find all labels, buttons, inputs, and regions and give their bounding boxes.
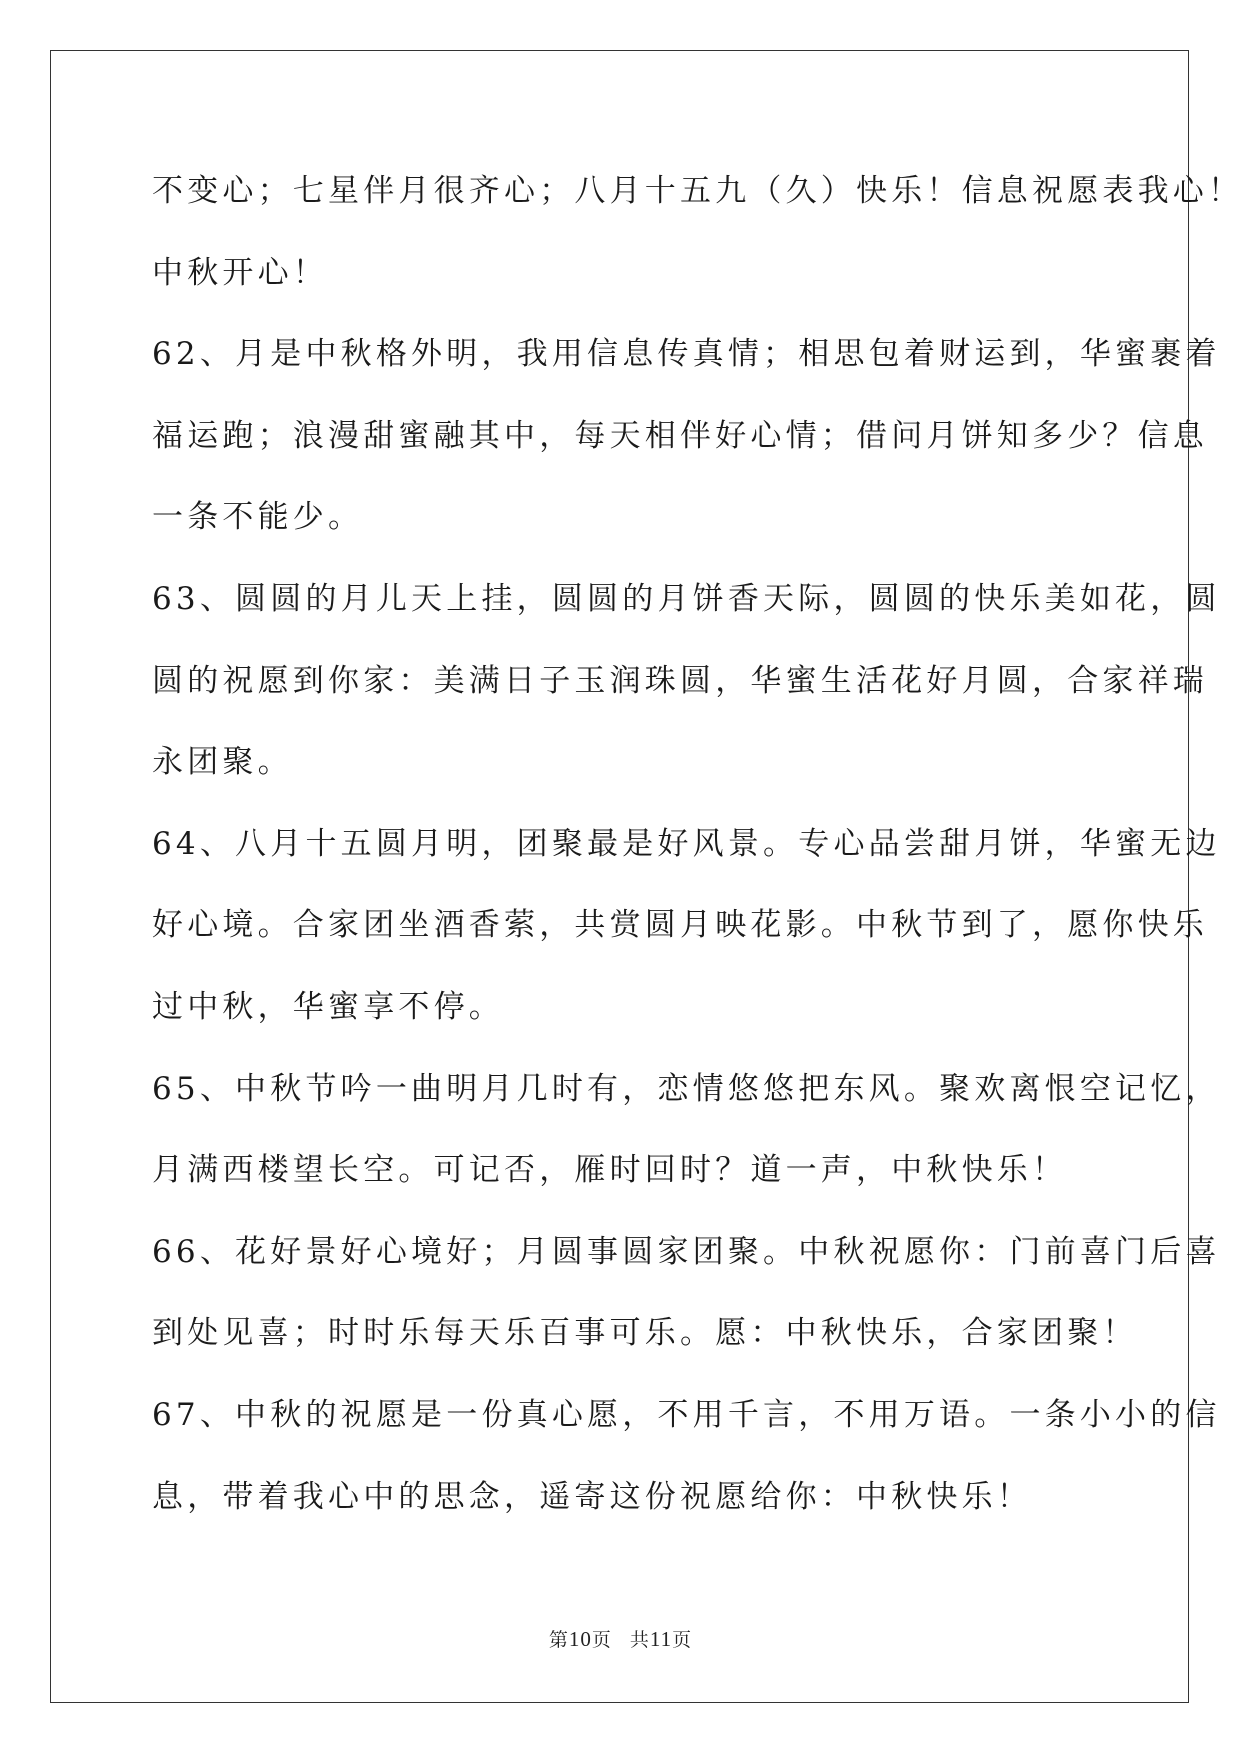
text-line: 圆的祝愿到你家：美满日子玉润珠圆，华蜜生活花好月圆，合家祥瑞 <box>152 662 1208 699</box>
text-line: 月满西楼望长空。可记否，雁时回时？道一声，中秋快乐！ <box>152 1152 1068 1189</box>
page-footer <box>0 1627 1241 1652</box>
text-line: 中秋开心！ <box>152 254 328 291</box>
total-suffix: 页 <box>672 1629 693 1651</box>
text-line: 福运跑；浪漫甜蜜融其中，每天相伴好心情；借问月饼知多少？信息 <box>152 417 1208 454</box>
text-line: 好心境。合家团坐酒香萦，共赏圆月映花影。中秋节到了，愿你快乐 <box>152 907 1208 944</box>
text-line: 过中秋，华蜜享不停。 <box>152 988 504 1025</box>
text-line: 到处见喜；时时乐每天乐百事可乐。愿：中秋快乐，合家团聚！ <box>152 1315 1138 1352</box>
text-line: 63、圆圆的月儿天上挂，圆圆的月饼香天际，圆圆的快乐美如花，圆 <box>152 580 1221 617</box>
text-line: 一条不能少。 <box>152 499 364 536</box>
total-prefix: 共 <box>629 1629 650 1651</box>
page-number: 10 <box>568 1627 592 1651</box>
text-line: 息，带着我心中的思念，遥寄这份祝愿给你：中秋快乐！ <box>152 1478 1032 1515</box>
text-line: 66、花好景好心境好；月圆事圆家团聚。中秋祝愿你：门前喜门后喜 <box>152 1233 1221 1270</box>
page-prefix: 第 <box>548 1629 569 1651</box>
page-suffix: 页 <box>591 1629 612 1651</box>
text-line: 永团聚。 <box>152 744 293 781</box>
document-body <box>152 163 1243 1550</box>
total-pages: 11 <box>649 1627 673 1651</box>
text-line: 65、中秋节吟一曲明月几时有，恋情悠悠把东风。聚欢离恨空记忆， <box>152 1070 1221 1107</box>
text-line: 不变心；七星伴月很齐心；八月十五九（久）快乐！信息祝愿表我心！ <box>152 173 1243 209</box>
text-line: 67、中秋的祝愿是一份真心愿，不用千言，不用万语。一条小小的信 <box>152 1396 1221 1433</box>
text-line: 64、八月十五圆月明，团聚最是好风景。专心品尝甜月饼，华蜜无边 <box>152 825 1221 862</box>
text-line: 62、月是中秋格外明，我用信息传真情；相思包着财运到，华蜜裹着 <box>152 336 1221 373</box>
